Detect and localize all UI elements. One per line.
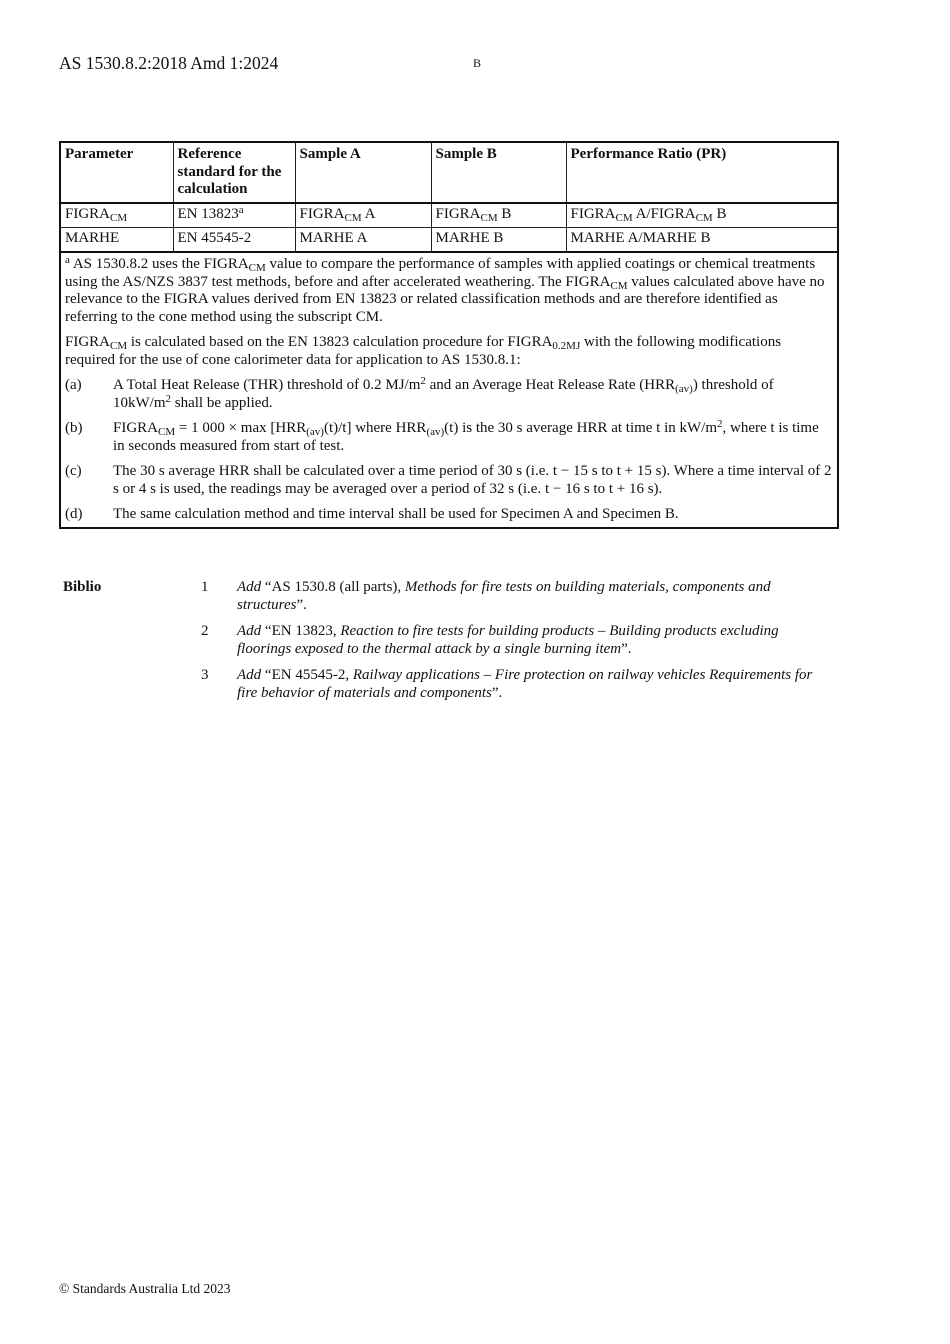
table-notes	[60, 252, 838, 528]
note-item-label: (c)	[65, 463, 82, 479]
italic-text: Methods for fire tests on building materials, components and structures	[237, 579, 771, 613]
text-run: AS 1530.8.2 uses the FIGRA	[69, 256, 249, 272]
superscript-text: 2	[717, 418, 723, 430]
subscript-text: CM	[480, 212, 498, 224]
table-cell	[295, 228, 431, 253]
text-run: MARHE A	[299, 230, 368, 246]
bibliography-items	[201, 579, 833, 711]
text-run: ”.	[621, 640, 632, 657]
text-run: ”.	[296, 596, 307, 613]
note-item	[61, 377, 837, 420]
note-item	[61, 420, 837, 463]
text-run: The same calculation method and time interval shall be used for Specimen A and Specimen B.	[113, 506, 679, 522]
text-run: ”.	[491, 684, 503, 701]
text-run: ) threshold of 10kW/m	[113, 377, 774, 411]
subscript-text: (av)	[426, 426, 445, 438]
superscript-text: 2	[420, 375, 426, 387]
column-header: Sample B	[431, 142, 566, 203]
subscript-text: CM	[344, 212, 362, 224]
bibliography-item	[201, 667, 833, 702]
italic-text: Add	[237, 579, 262, 595]
text-run: FIGRA	[65, 206, 111, 222]
parameters-table	[59, 141, 839, 529]
italic-text: Railway applications – Fire protection on railway vehicles Requirements for fire behavior of materials and components	[237, 667, 813, 701]
bibliography-item	[201, 579, 833, 614]
item-text	[237, 667, 833, 702]
subscript-text: CM	[615, 212, 633, 224]
table-notes-row	[60, 252, 838, 528]
superscript-text: a	[238, 204, 244, 216]
text-run: FIGRA	[299, 206, 345, 222]
text-run: “EN 13823,	[261, 623, 341, 639]
text-run: , where t is time in seconds measured from start of test.	[113, 420, 819, 454]
italic-text: Add	[237, 623, 262, 639]
table-cell	[60, 228, 173, 253]
text-run: The 30 s average HRR shall be calculated over a time period of 30 s (i.e. t − 15 s to t + 15 s). Where a time interval of 2 s or 4 s is used, the readings may be averaged over a period of 32 s (i.e. t − 16 s to t + 16 s).	[113, 463, 832, 497]
column-header: Reference standard for the calculation	[173, 142, 295, 203]
table-cell	[173, 203, 295, 228]
table-cell	[60, 203, 173, 228]
note-item	[61, 463, 837, 506]
note-item-text	[113, 377, 833, 412]
table-cell	[566, 203, 838, 228]
text-run: (t)/t] where HRR	[323, 420, 427, 436]
superscript-text: a	[65, 254, 70, 266]
text-run: EN 13823	[177, 206, 239, 222]
text-run: B	[712, 206, 727, 222]
text-run: FIGRA	[113, 420, 159, 436]
text-run: A	[361, 206, 376, 222]
text-run: MARHE B	[435, 230, 504, 246]
note-item-label: (d)	[65, 506, 83, 522]
note-item-label: (b)	[65, 420, 83, 436]
column-header: Performance Ratio (PR)	[566, 142, 838, 203]
table-cell	[295, 203, 431, 228]
column-header: Parameter	[60, 142, 173, 203]
page-label: B	[473, 56, 482, 70]
table-row	[60, 203, 838, 228]
text-run: EN 45545-2	[177, 230, 252, 246]
note-item-text	[113, 506, 679, 524]
bibliography-item	[201, 623, 833, 658]
text-run: is calculated based on the EN 13823 calculation procedure for FIGRA	[127, 334, 553, 350]
item-number: 2	[201, 623, 209, 639]
subscript-text: CM	[695, 212, 713, 224]
text-run: MARHE A/MARHE B	[570, 230, 711, 246]
text-run: shall be applied.	[171, 394, 273, 411]
document-id: AS 1530.8.2:2018 Amd 1:2024	[59, 53, 279, 73]
text-run: and an Average Heat Release Rate (HRR	[425, 377, 676, 393]
text-run: FIGRA	[435, 206, 481, 222]
table-cell	[431, 203, 566, 228]
subscript-text: CM	[248, 262, 266, 274]
bibliography-label: Biblio	[63, 579, 102, 595]
text-run: “EN 45545-2,	[261, 667, 353, 683]
table-footnote	[65, 256, 833, 326]
text-run: with the following modifications required for the use of cone calorimeter data for application to AS 1530.8.1:	[65, 334, 782, 368]
table-cell	[173, 228, 295, 253]
text-run: MARHE	[65, 230, 120, 246]
text-run: FIGRA	[65, 334, 111, 350]
text-run: B	[497, 206, 512, 222]
text-run: A Total Heat Release (THR) threshold of 0.2 MJ/m	[113, 377, 421, 393]
text-run: (t) is the 30 s average HRR at time t in kW/m	[444, 420, 718, 436]
text-run: FIGRA	[570, 206, 616, 222]
superscript-text: 2	[165, 392, 171, 405]
item-text	[237, 623, 833, 658]
italic-text: Add	[237, 667, 262, 683]
subscript-text: (av)	[675, 383, 693, 395]
subscript-text: CM	[110, 212, 128, 224]
text-run: value to compare the performance of samples with applied coatings or chemical treatments using the AS/NZS 3837 test methods, before and after accelerated weathering. The FIGRA	[65, 256, 816, 290]
note-item-text	[113, 463, 833, 498]
text-run: “AS 1530.8 (all parts),	[261, 579, 405, 595]
text-run: values calculated above have no relevance to the FIGRA values derived from EN 13823 or related classification methods and are therefore identified as referring to the cone method using the subscript CM.	[65, 273, 825, 325]
table-header-row	[60, 142, 838, 203]
table-cell	[431, 228, 566, 253]
text-run: A/FIGRA	[632, 206, 696, 222]
table-cell	[566, 228, 838, 253]
item-number: 3	[201, 667, 209, 683]
text-run: = 1 000 × max [HRR	[175, 420, 307, 436]
notes-intro	[65, 334, 833, 369]
note-item-label: (a)	[65, 377, 82, 393]
note-item-text	[113, 420, 833, 455]
subscript-text: 0.2MJ	[552, 340, 581, 352]
subscript-text: (av)	[306, 426, 324, 438]
subscript-text: CM	[610, 279, 628, 292]
column-header: Sample A	[295, 142, 431, 203]
subscript-text: CM	[110, 340, 128, 352]
italic-text: Reaction to fire tests for building products – Building products excluding floorings exposed to the thermal attack by a single burning item	[237, 623, 779, 657]
subscript-text: CM	[158, 426, 176, 438]
note-item	[61, 506, 837, 527]
table-row	[60, 228, 838, 253]
copyright-footer: © Standards Australia Ltd 2023	[59, 1281, 231, 1296]
item-text	[237, 579, 833, 614]
item-number: 1	[201, 579, 209, 595]
